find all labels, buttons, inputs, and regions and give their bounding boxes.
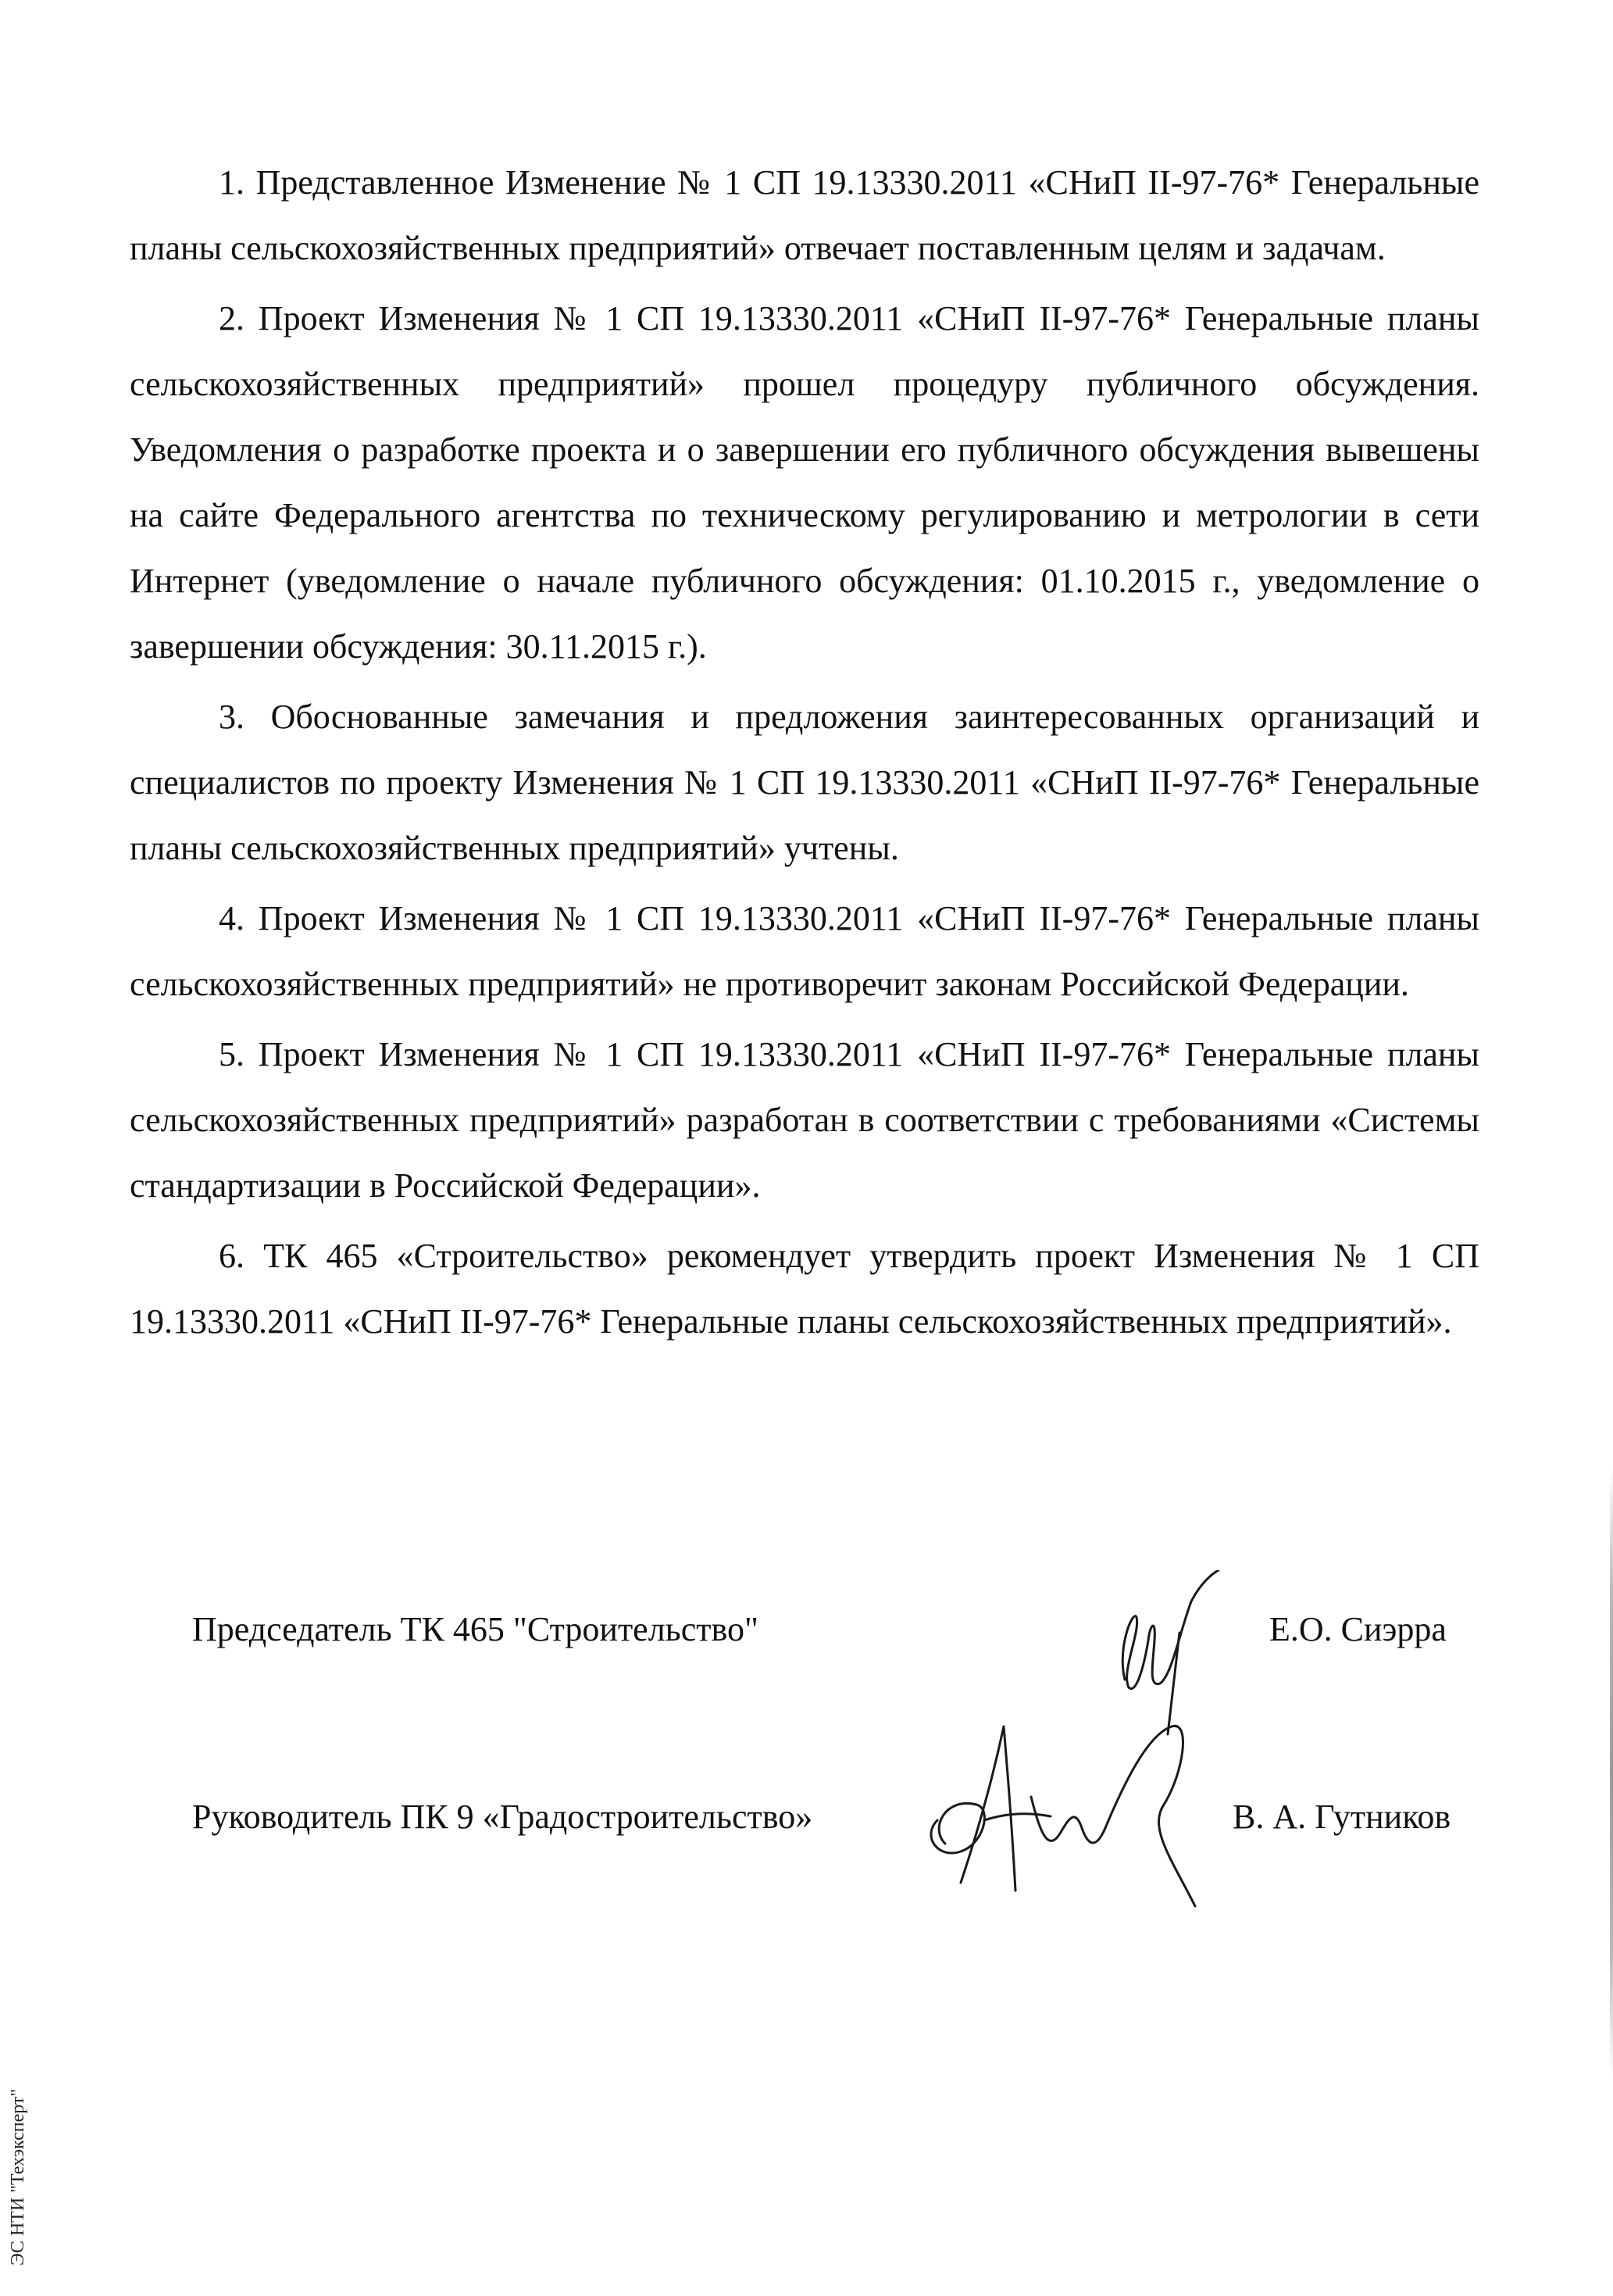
head-name: В. А. Гутников	[1233, 1798, 1451, 1836]
scan-edge-line	[1610, 1469, 1613, 2078]
paragraph-2: 2. Проект Изменения № 1 СП 19.13330.2011 «СНиП II-97-76* Генеральные планы сельскохозяйственных предприятий» прошел процедуру публичного обсуждения. Уведомления о разработке проекта и о завершении его публичного обсуждения вывешены на сайте Федерального агентства по техническому регулированию и метрологии в сети Интернет (уведомление о начале публичного обсуждения: 01.10.2015 г., уведомление о завершении обсуждения: 30.11.2015 г.).	[130, 299, 1479, 666]
chairman-name: Е.О. Сиэрра	[1269, 1610, 1447, 1648]
paragraph-1: 1. Представленное Изменение № 1 СП 19.13330.2011 «СНиП II-97-76* Генеральные планы сельскохозяйственных предприятий» отвечает поставленным целям и задачам.	[130, 163, 1479, 267]
document-body	[130, 150, 1479, 1359]
head-title: Руководитель ПК 9 «Градостроительство»	[192, 1798, 813, 1836]
chairman-title: Председатель ТК 465 "Строительство"	[192, 1610, 758, 1648]
signature-row-chairman	[0, 1586, 1613, 1680]
paragraph-4: 4. Проект Изменения № 1 СП 19.13330.2011 «СНиП II-97-76* Генеральные планы сельскохозяйственных предприятий» не противоречит законам Российской Федерации.	[130, 899, 1479, 1003]
side-stamp-text: ЭС НТИ "Техэксперт"	[8, 2088, 28, 2266]
paragraph-6: 6. ТК 465 «Строительство» рекомендует утвердить проект Изменения № 1 СП 19.13330.2011 «СНиП II-97-76* Генеральные планы сельскохозяйственных предприятий».	[130, 1237, 1479, 1341]
paragraph-5: 5. Проект Изменения № 1 СП 19.13330.2011 «СНиП II-97-76* Генеральные планы сельскохозяйственных предприятий» разработан в соответствии с требованиями «Системы стандартизации в Российской Федерации».	[130, 1035, 1479, 1205]
head-signature	[914, 1711, 1226, 1914]
signature-row-head	[0, 1773, 1613, 1867]
paragraph-3: 3. Обоснованные замечания и предложения заинтересованных организаций и специалистов по проекту Изменения № 1 СП 19.13330.2011 «СНиП II-97-76* Генеральные планы сельскохозяйственных предприятий» учтены.	[130, 698, 1479, 867]
side-stamp	[8, 2000, 39, 2266]
